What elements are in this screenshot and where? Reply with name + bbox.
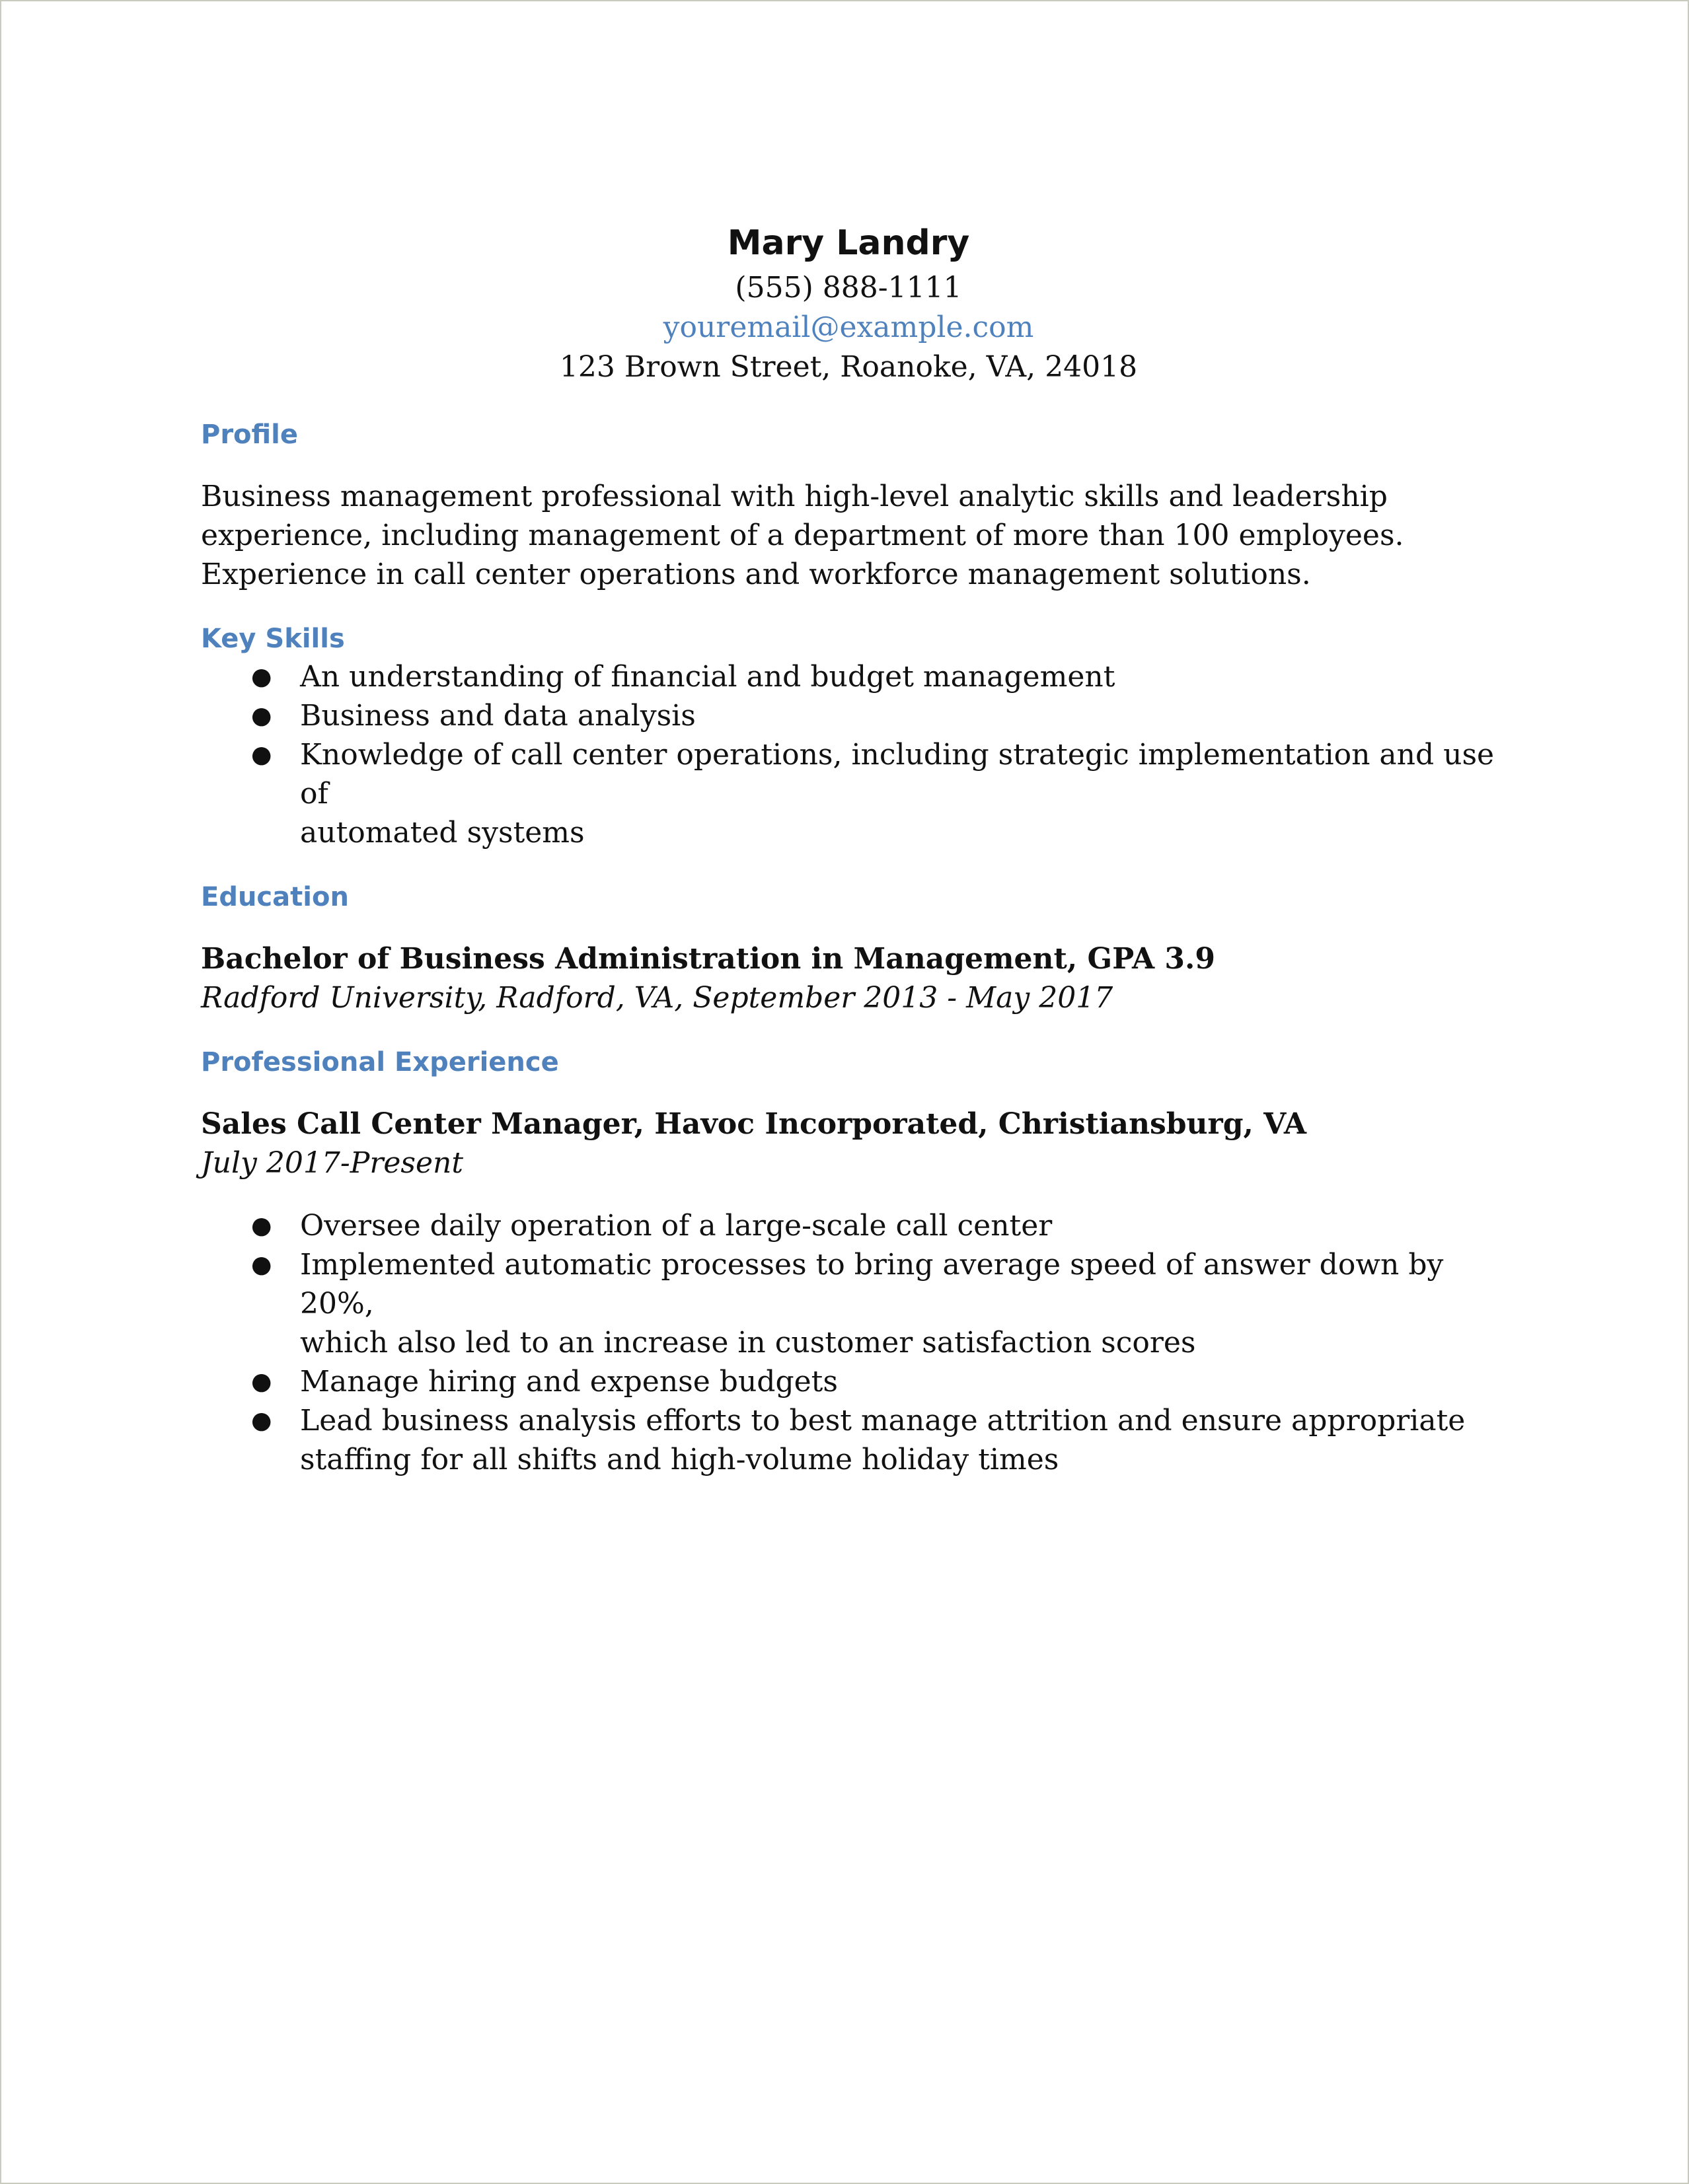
list-item-text: Lead business analysis efforts to best manage attrition and ensure appropriate [300, 1404, 1466, 1438]
list-item-text-continued: staffing for all shifts and high-volume holiday times [300, 1443, 1059, 1476]
bullet-icon: ● [251, 702, 272, 729]
list-item [201, 1362, 1496, 1401]
email-link[interactable]: youremail@example.com [663, 310, 1034, 344]
bullet-icon: ● [251, 1251, 272, 1278]
list-item [201, 657, 1496, 696]
job-title: Sales Call Center Manager, Havoc Incorporated, Christiansburg, VA [201, 1107, 1306, 1141]
phone-number: (555) 888-1111 [735, 271, 962, 305]
profile-section [201, 416, 1496, 594]
address: 123 Brown Street, Roanoke, VA, 24018 [559, 350, 1138, 384]
skills-list [201, 657, 1496, 852]
list-item-text: An understanding of financial and budget management [300, 660, 1115, 694]
education-section [201, 879, 1496, 1017]
experience-list [201, 1206, 1496, 1479]
list-item-text: Manage hiring and expense budgets [300, 1365, 838, 1399]
profile-line: Experience in call center operations and workforce management solutions. [201, 558, 1311, 591]
bullet-icon: ● [251, 663, 272, 690]
list-item-text: Implemented automatic processes to bring average speed of answer down by 20%, [300, 1248, 1444, 1321]
bullet-icon: ● [251, 1212, 272, 1239]
bullet-icon: ● [251, 1368, 272, 1395]
list-item [201, 735, 1496, 852]
profile-heading: Profile [201, 419, 299, 450]
degree-title: Bachelor of Business Administration in Management, GPA 3.9 [201, 942, 1215, 976]
list-item-text: Knowledge of call center operations, including strategic implementation and use of [300, 738, 1495, 811]
list-item [201, 696, 1496, 735]
list-item [201, 1245, 1496, 1362]
list-item-text-continued: which also led to an increase in customer satisfaction scores [300, 1326, 1196, 1360]
school-details: Radford University, Radford, VA, September 2013 - May 2017 [201, 981, 1113, 1015]
profile-line: Business management professional with high-level analytic skills and leadership [201, 480, 1388, 513]
education-heading: Education [201, 882, 349, 912]
profile-line: experience, including management of a department of more than 100 employees. [201, 519, 1404, 552]
resume-header [201, 218, 1496, 387]
list-item [201, 1206, 1496, 1245]
experience-heading: Professional Experience [201, 1047, 559, 1077]
skills-section [201, 620, 1496, 852]
list-item-text-continued: automated systems [300, 816, 585, 850]
list-item-text: Oversee daily operation of a large-scale call center [300, 1209, 1053, 1243]
resume-document [201, 218, 1496, 1479]
list-item-text: Business and data analysis [300, 699, 696, 733]
experience-section [201, 1044, 1496, 1479]
candidate-name: Mary Landry [727, 223, 970, 263]
skills-heading: Key Skills [201, 624, 345, 654]
list-item [201, 1401, 1496, 1479]
job-dates: July 2017-Present [201, 1146, 464, 1180]
bullet-icon: ● [251, 741, 272, 768]
bullet-icon: ● [251, 1407, 272, 1434]
